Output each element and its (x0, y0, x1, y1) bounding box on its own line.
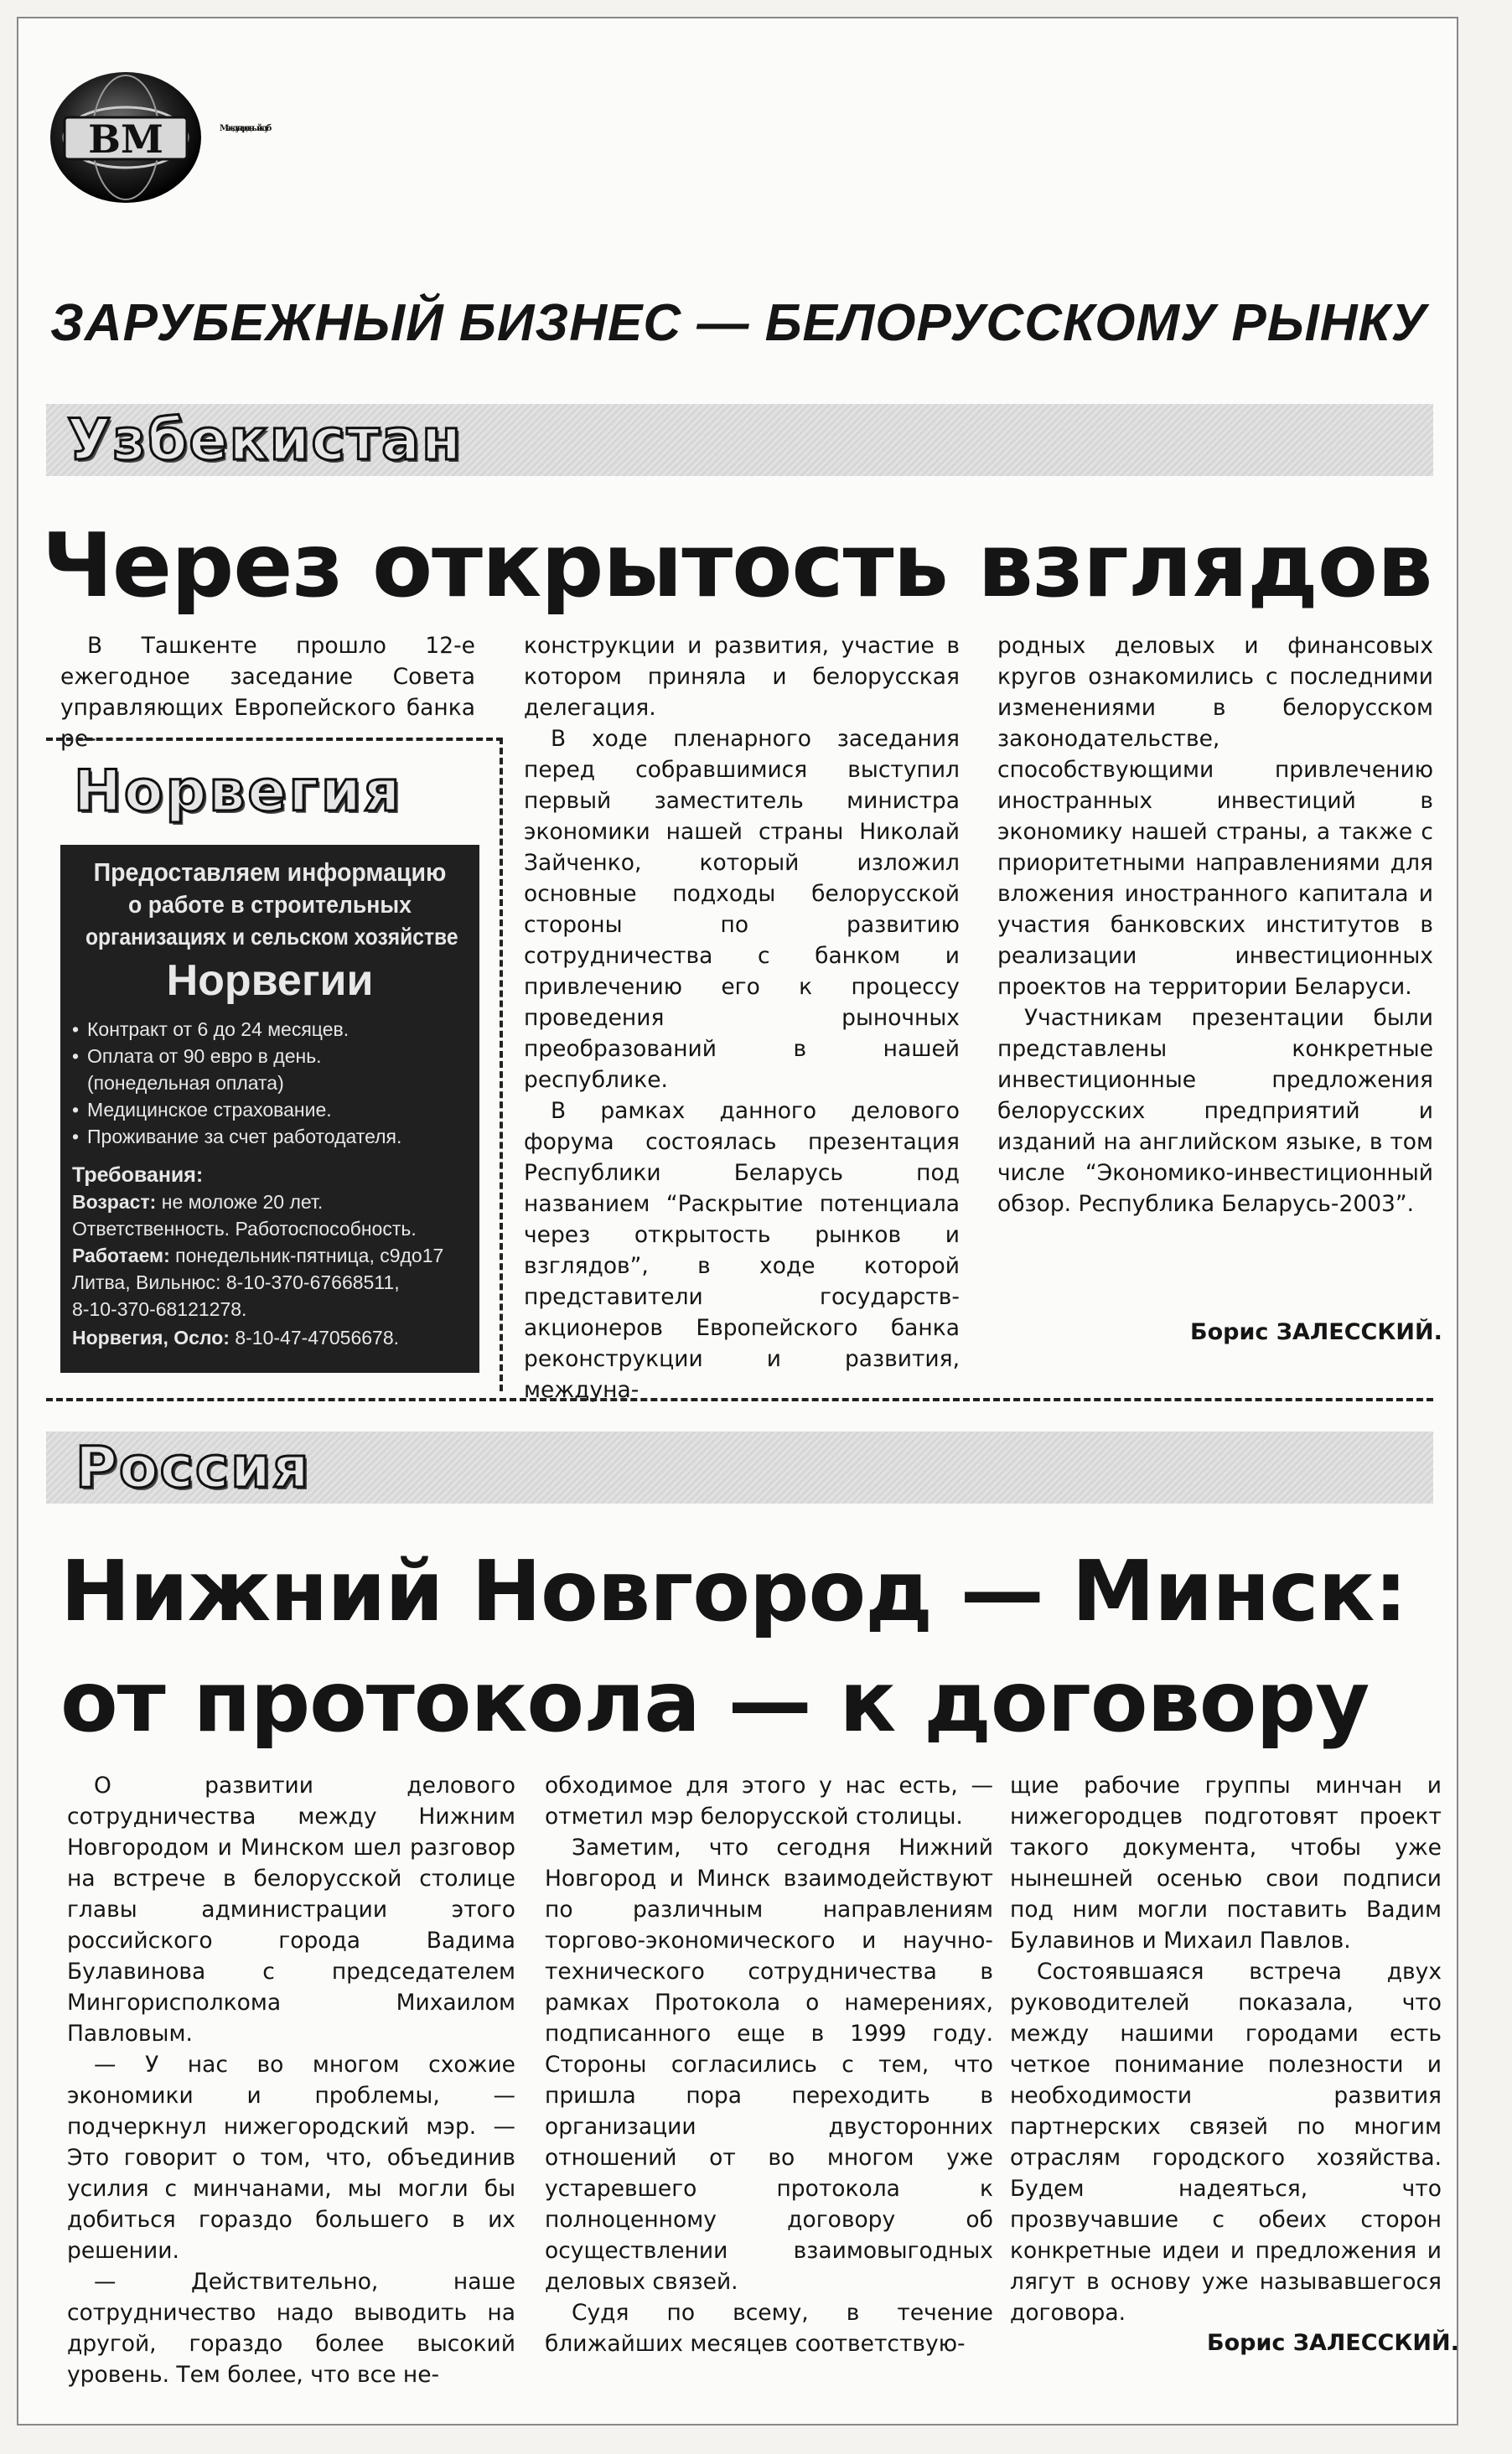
paragraph: Участникам презентации были представлены конкретные инвестиционные предложения белорусских предприятий и изданий на английском языке, в том числе “Экономико-инвестиционный обзор. Республика Беларусь-2003”. (997, 1005, 1433, 1217)
paragraph: В ходе пленарного заседания перед собравшимися выступил первый заместитель министра экономики нашей страны Николай Зайченко, который изложил основные подходы белорусской стороны по развитию сотрудничества с банком и привлечению его к процессу проведения рыночных преобразований в нашей республике. (524, 726, 960, 1093)
paragraph: Судя по всему, в течение ближайших месяцев соответствую- (545, 2300, 993, 2357)
norway-job-ad (60, 845, 479, 1373)
ad-work-hours: Работаем: понедельник-пятница, с9до17 (72, 1245, 444, 1266)
ad-line: Предоставляем информацию (93, 857, 447, 887)
ad-line: организациях и сельском хозяйстве (85, 924, 458, 950)
svg-text:ВМ: ВМ (88, 116, 163, 162)
ad-bullet: • Оплата от 90 евро в день. (72, 1044, 322, 1068)
ad-line: о работе в строительных (128, 892, 412, 919)
ad-requirement-age: Возраст: не моложе 20 лет. (72, 1191, 324, 1213)
ad-bullet: • Контракт от 6 до 24 месяцев. (72, 1017, 349, 1041)
paragraph: конструкции и развития, участие в котором приняла и белорусская делегация. (524, 633, 960, 721)
paragraph: обходимое для этого у нас есть, — отметил мэр белорусской столицы. (545, 1773, 993, 1830)
paragraph: — Действительно, наше сотрудничество надо выводить на другой, гораздо более высокий уровень. Тем более, что все не- (67, 2269, 515, 2388)
ad-requirements-title: Требования: (72, 1163, 204, 1187)
paragraph: В рамках данного делового форума состоялась презентация Республики Беларусь под названием “Раскрытие потенциала через открытость рынков и взглядов”, в ходе которой представители государств-акционеров Европейского банка реконструкции и развития, междуна- (524, 1098, 960, 1403)
vm-logo-icon (46, 69, 205, 207)
paragraph: родных деловых и финансовых кругов ознакомились с последними изменениями в белорусском законодательстве, способствующими привлечению иностранных инвестиций в экономику нашей страны, а также с приоритетными направлениями для вложения иностранного капитала и участия банковских институтов в реализации инвестиционных проектов на территории Беларуси. (997, 633, 1433, 1000)
masthead-subtitle: ЗАРУБЕЖНЫЙ БИЗНЕС — БЕЛОРУССКОМУ РЫНКУ (50, 294, 1427, 352)
ad-country-norway: Норвегия (74, 758, 403, 825)
paragraph: О развитии делового сотрудничества между Нижним Новгородом и Минском шел разговор на встрече в белорусской столице главы администрации этого российского города Вадима Булавинова с председателем Мингорисполкома Михаилом Павловым. (67, 1773, 515, 2047)
ad-line-country: Норвегии (166, 956, 374, 1005)
article2-column-3 (1010, 1770, 1442, 2328)
article2-column-1 (67, 1770, 515, 2390)
article2-headline-line2: от протокола — к договору (60, 1653, 1370, 1751)
section-country-russia: Россия (75, 1435, 311, 1501)
paragraph: щие рабочие группы минчан и нижегородцев подготовят проект такого документа, чтобы уже нынешней осенью свои подписи под ним могли поставить Вадим Булавинов и Михаил Павлов. (1010, 1773, 1442, 1954)
section-country-uzbekistan: Узбекистан (67, 407, 463, 474)
article2-byline: Борис ЗАЛЕССКИЙ. (1207, 2330, 1459, 2356)
article1-headline: Через открытость взглядов (42, 515, 1432, 617)
article1-column-1 (60, 630, 475, 754)
paragraph: Состоявшаяся встреча двух руководителей показала, что между нашими городами есть четкое понимание полезности и необходимости развития партнерских связей по многим отраслям городского хозяйства. Будем надеяться, что прозвучавшие с обеих сторон конкретные идеи и предложения и лягут в основу уже называвшегося договора. (1010, 1959, 1442, 2326)
ad-border-right (500, 738, 503, 1391)
section-separator (46, 1398, 1433, 1401)
ad-bullet: • Медицинское страхование. (72, 1098, 332, 1121)
ad-bullet: • Проживание за счет работодателя. (72, 1125, 401, 1148)
masthead-title: Международный клуб (220, 124, 269, 133)
article2-column-2 (545, 1770, 993, 2359)
paragraph: В Ташкенте прошло 12-е ежегодное заседание Совета управляющих Европейского банка ре- (60, 633, 475, 752)
ad-border-top (46, 738, 503, 741)
article1-column-3 (997, 630, 1433, 1219)
ad-bullet-note: (понедельная оплата) (87, 1072, 284, 1094)
ad-phone-norway: Норвегия, Осло: 8-10-47-47056678. (72, 1327, 400, 1349)
ad-requirement-other: Ответственность. Работоспособность. (72, 1218, 417, 1240)
paragraph: — У нас во многом схожие экономики и проблемы, — подчеркнул нижегородский мэр. — Это говорит о том, что, объединив усилия с минчанами, мы могли бы добиться гораздо большего в их решении. (67, 2052, 515, 2264)
ad-phone-lithuania: Литва, Вильнюс: 8-10-370-67668511, (72, 1271, 400, 1293)
paragraph: Заметим, что сегодня Нижний Новгород и Минск взаимодействуют по различным направлениям торгово-экономического и научно-технического сотрудничества в рамках Протокола о намерениях, подписанного еще в 1999 году. Стороны согласились с тем, что пришла пора переходить в организации двусторонних отношений от во многом уже устаревшего протокола к полноценному договору об осуществлении взаимовыгодных деловых связей. (545, 1835, 993, 2295)
article2-headline-line1: Нижний Новгород — Минск: (60, 1542, 1407, 1640)
article1-byline: Борис ЗАЛЕССКИЙ. (1190, 1319, 1442, 1345)
ad-phone-lithuania-2: 8-10-370-68121278. (72, 1298, 247, 1320)
article1-column-2 (524, 630, 960, 1406)
